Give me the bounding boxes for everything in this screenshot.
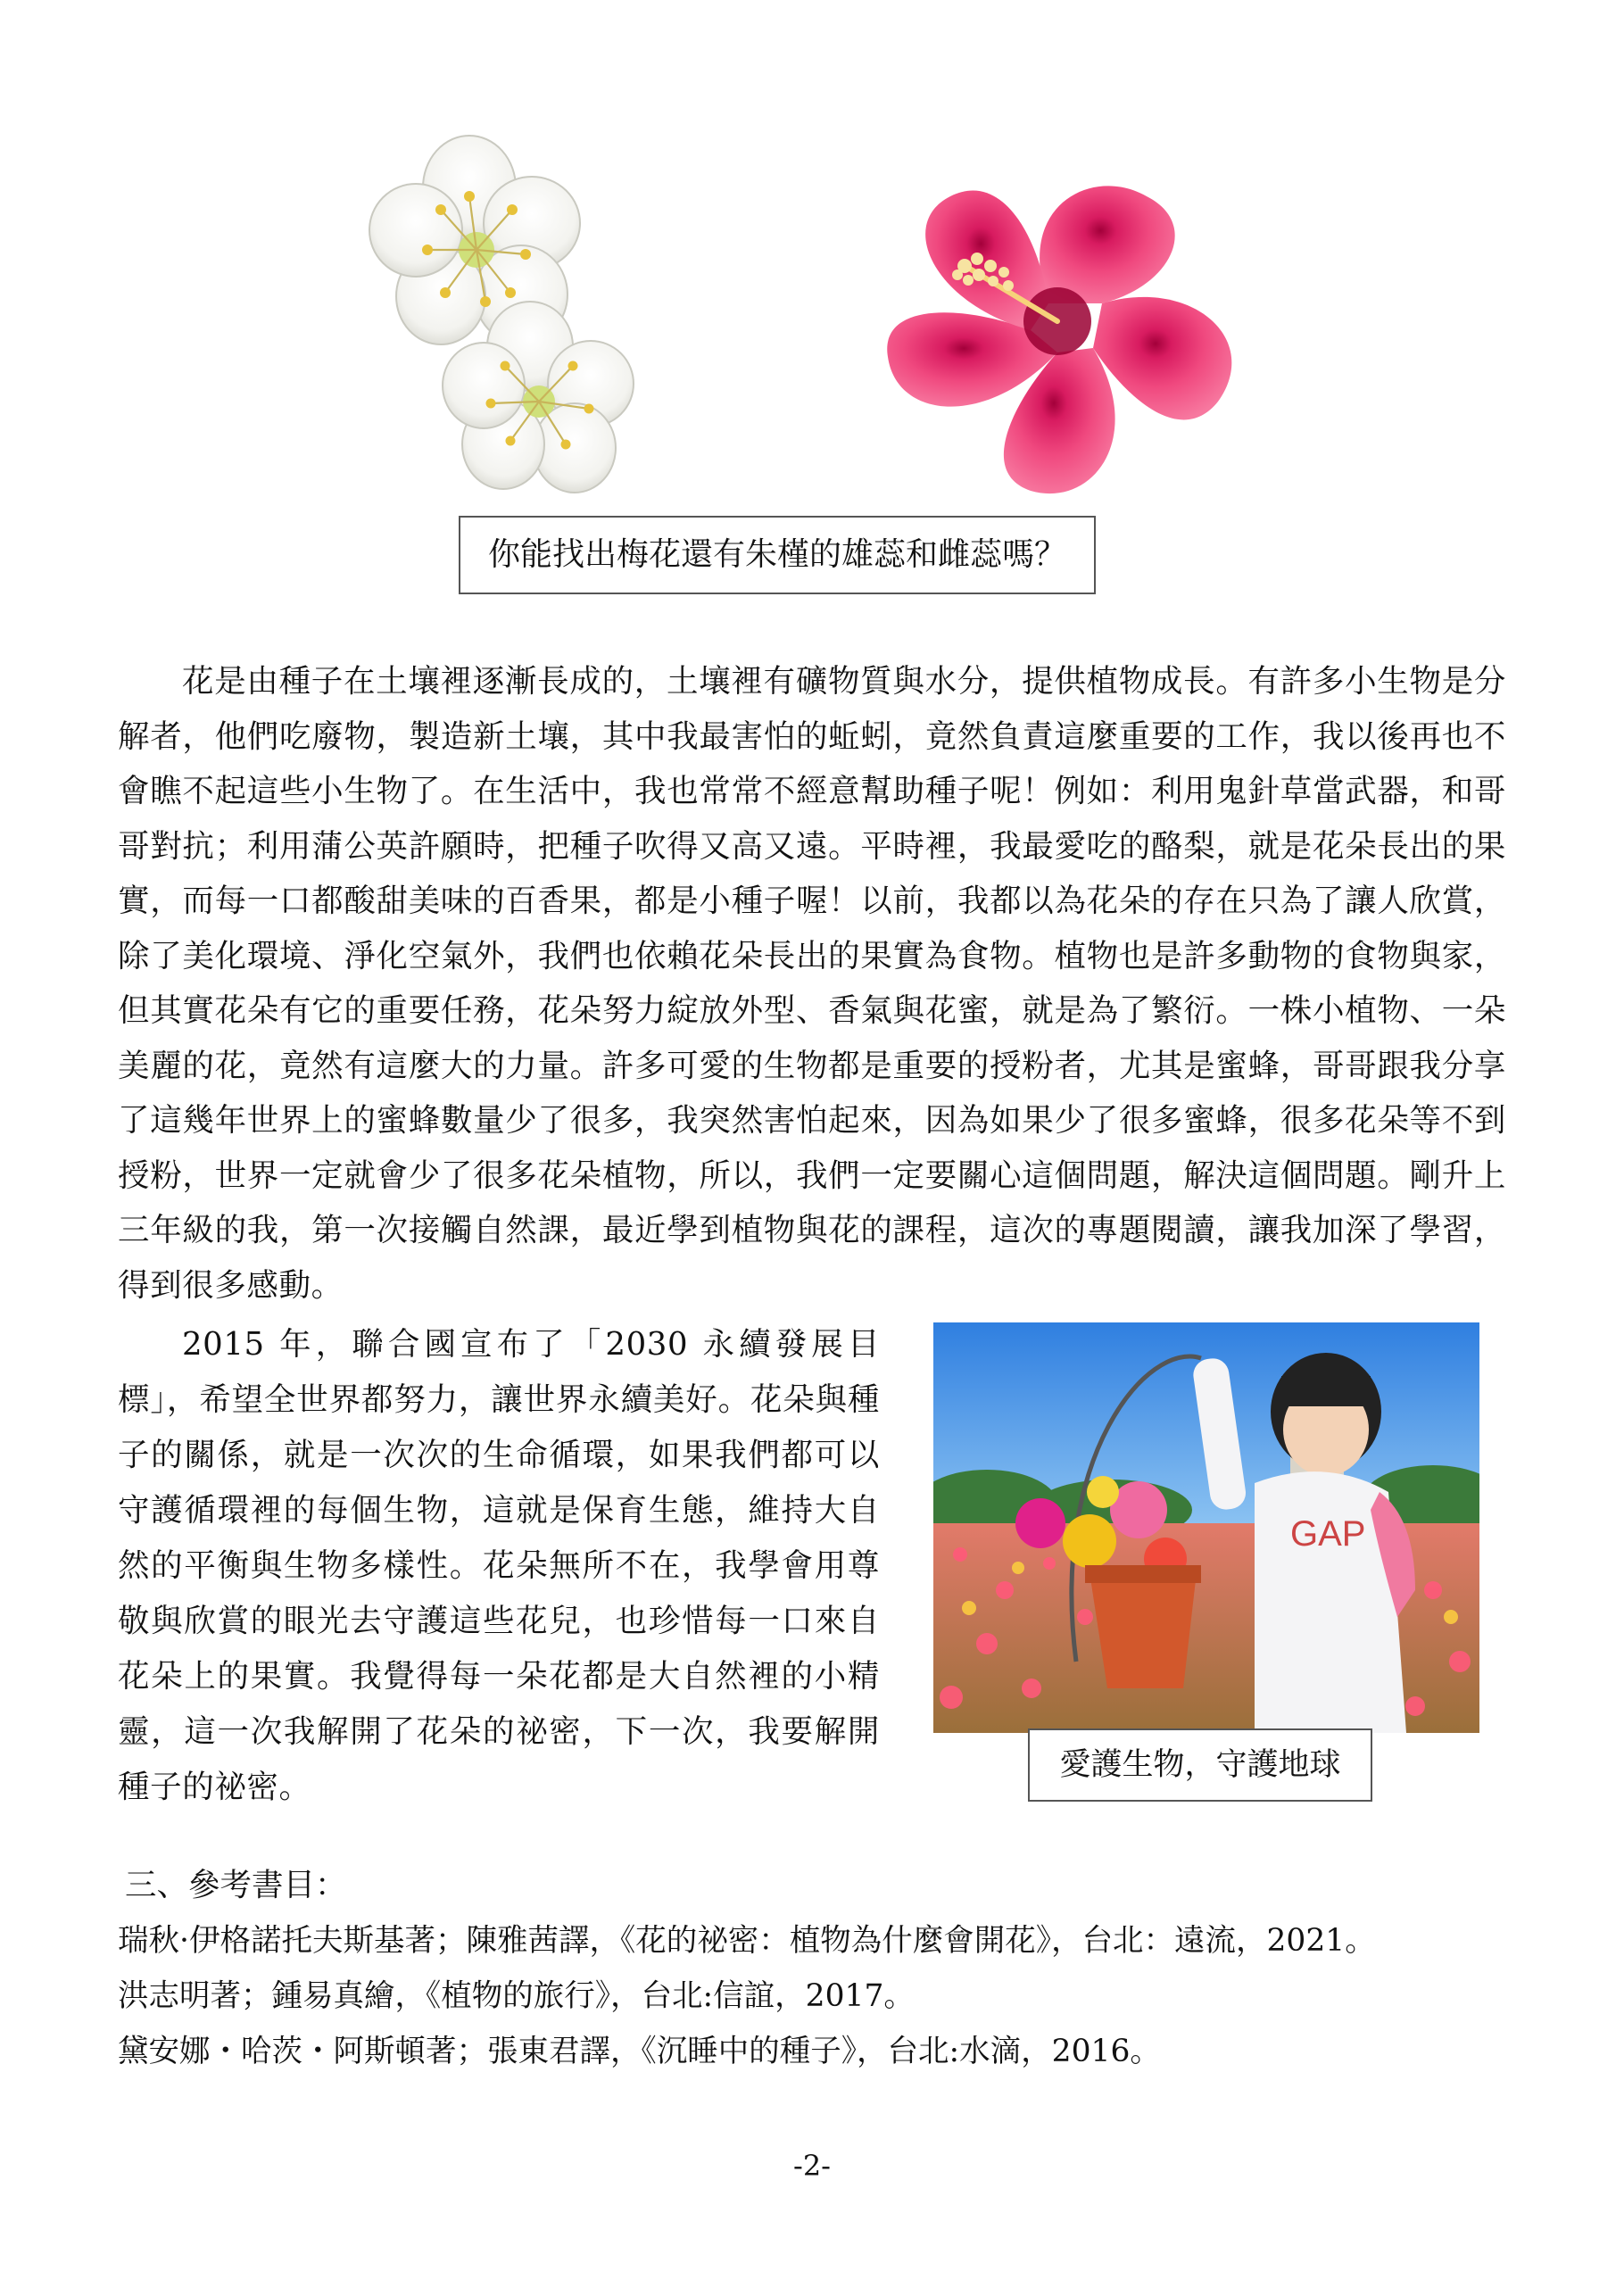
hibiscus-image	[879, 170, 1254, 509]
girl-flowers-photo	[933, 1322, 1479, 1733]
references-heading: 三、參考書目：	[125, 1867, 347, 1903]
flower-caption: 你能找出梅花還有朱槿的雄蕊和雌蕊嗎？	[459, 516, 1096, 594]
page-number: -2-	[793, 2149, 831, 2183]
reference-item: 黛安娜・哈茨・阿斯頓著；張東君譯，《沉睡中的種子》，台北:水滴，2016。	[118, 2034, 1161, 2069]
svg-text:GAP: GAP	[1290, 1514, 1366, 1554]
photo-caption: 愛護生物，守護地球	[1028, 1728, 1372, 1802]
plum-blossom-image	[360, 134, 682, 509]
reference-item: 洪志明著；鍾易真繪，《植物的旅行》，台北:信誼，2017。	[118, 1978, 915, 2014]
body-paragraph-1: 花是由種子在土壤裡逐漸長成的，土壤裡有礦物質與水分，提供植物成長。有許多小生物是分解者，他們吃廢物，製造新土壤，其中我最害怕的蚯蚓，竟然負責這麼重要的工作，我以後再也不會瞧不起這些小生物了。在生活中，我也常常不經意幫助種子呢！例如：利用鬼針草當武器，和哥哥對抗；利用蒲公英許願時，把種子吹得又高又遠。平時裡，我最愛吃的酪梨，就是花朵長出的果實，而每一口都酸甜美味的百香果，都是小種子喔！以前，我都以為花朵的存在只為了讓人欣賞，除了美化環境、淨化空氣外，我們也依賴花朵長出的果實為食物。植物也是許多動物的食物與家，但其實花朵有它的重要任務，花朵努力綻放外型、香氣與花蜜，就是為了繁衍。一株小植物、一朵美麗的花，竟然有這麼大的力量。許多可愛的生物都是重要的授粉者，尤其是蜜蜂，哥哥跟我分享了這幾年世界上的蜜蜂數量少了很多，我突然害怕起來，因為如果少了很多蜜蜂，很多花朵等不到授粉，世界一定就會少了很多花朵植物，所以，我們一定要關心這個問題，解決這個問題。剛升上三年級的我，第一次接觸自然課，最近學到植物與花的課程，這次的專題閱讀，讓我加深了學習，得到很多感動。	[118, 663, 1506, 1304]
reference-item: 瑞秋·伊格諾托夫斯基著；陳雅茜譯，《花的祕密：植物為什麼會開花》，台北：遠流，2021。	[118, 1923, 1376, 1959]
body-paragraph-2: 2015 年，聯合國宣布了「2030 永續發展目標」，希望全世界都努力，讓世界永續美好。花朵與種子的關係，就是一次次的生命循環，如果我們都可以守護循環裡的每個生物，這就是保育生態，維持大自然的平衡與生物多樣性。花朵無所不在，我學會用尊敬與欣賞的眼光去守護這些花兒，也珍惜每一口來自花朵上的果實。我覺得每一朵花都是大自然裡的小精靈，這一次我解開了花朵的祕密，下一次，我要解開種子的祕密。	[118, 1326, 880, 1805]
